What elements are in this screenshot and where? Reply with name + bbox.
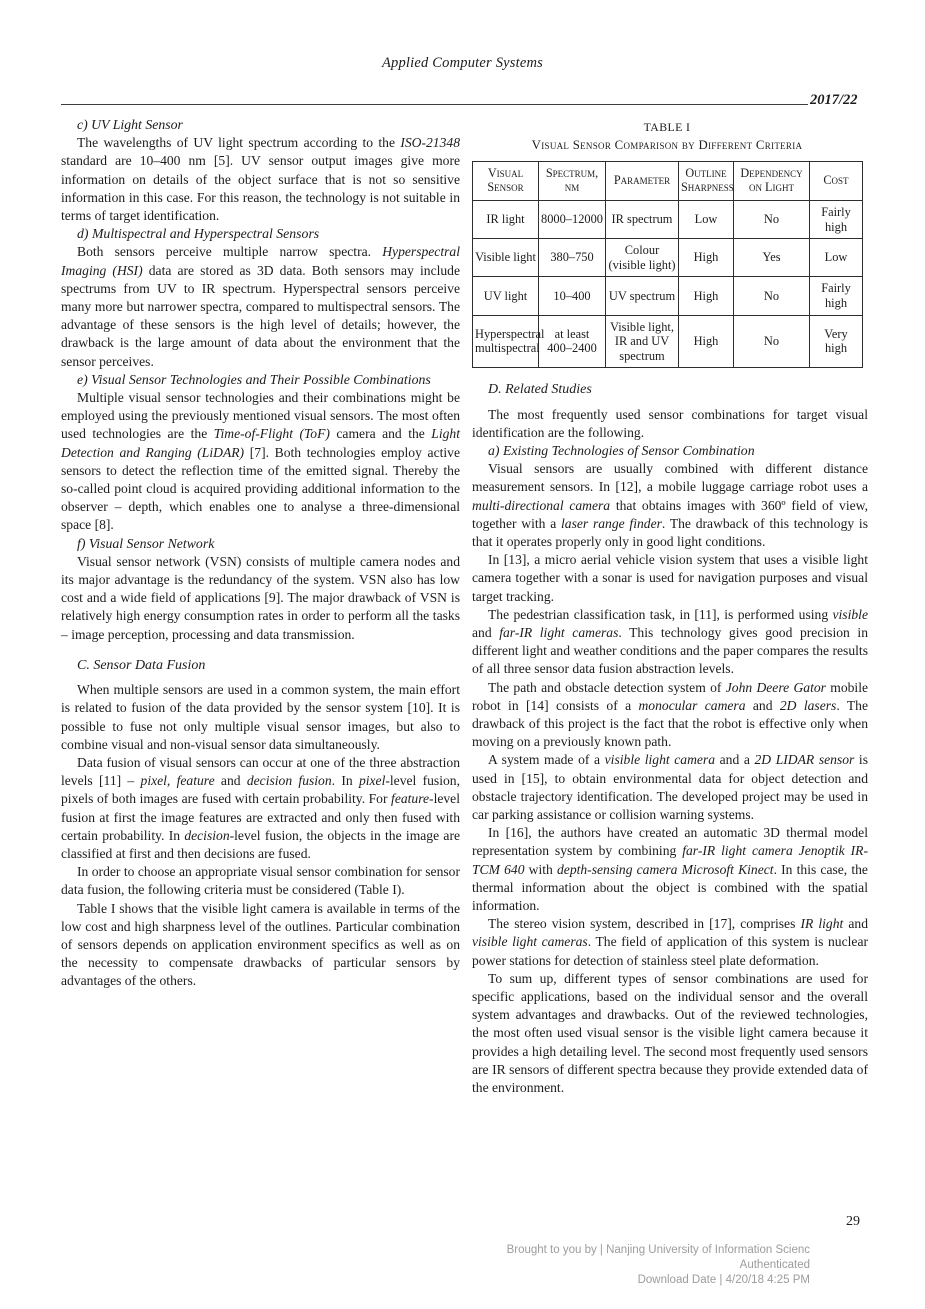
table-column-header: Visual Sensor (473, 162, 539, 201)
table-cell: High (679, 239, 734, 277)
paragraph: In [13], a micro aerial vehicle vision system that uses a visible light camera together with a sonar is used for navigation purposes and visual target tracking. (472, 552, 868, 604)
table-cell: Visible light (473, 239, 539, 277)
table-body (473, 201, 863, 368)
stamp-line: Brought to you by | Nanjing University of Information Scienc (506, 1244, 810, 1256)
provider-stamp (507, 1243, 810, 1288)
table-cell: 10–400 (539, 277, 606, 315)
page-number: 29 (846, 1214, 860, 1229)
table-cell: No (734, 201, 810, 239)
table-column-header: Dependency on Light (734, 162, 810, 201)
paragraph: When multiple sensors are used in a common system, the main effort is related to fusion of the data provided by the sensor system [10]. It is possible to fuse not only multiple visual sensor images, but also to combine visual and non-visual sensor data simultaneously. (61, 682, 460, 752)
paragraph: The pedestrian classification task, in [11], is performed using visible and far-IR light cameras. This technology gives good precision in different light and weather conditions and the paper compares the results of all three sensor data fusion abstraction levels. (472, 606, 868, 677)
table-cell: Fairly high (810, 201, 863, 239)
section-heading: c) UV Light Sensor (77, 117, 183, 132)
header-rule (61, 104, 808, 105)
table-row (473, 277, 863, 315)
table-cell: Visible light, IR and UV spectrum (606, 315, 679, 368)
table-cell: Fairly high (810, 277, 863, 315)
issue-label: 2017/22 (810, 92, 858, 108)
table-header-row (473, 162, 863, 201)
table-cell: Very high (810, 315, 863, 368)
table-row (473, 315, 863, 368)
table-cell: IR light (473, 201, 539, 239)
paragraph: Multiple visual sensor technologies and their combinations might be employed using the previously mentioned visual sensors. The most often used technologies are the Time-of-Flight (ToF) camera and the Light Detection and Ranging (LiDAR) [7]. Both technologies employ active sensors to detect the reflection time of the emitted signal. Thereby the so-called point cloud is acquired providing additional information to the observer – depth, which enables one to analyse a three-dimensional space [8]. (61, 390, 460, 533)
stamp-line: Download Date | 4/20/18 4:25 PM (637, 1274, 810, 1286)
table-cell: Yes (734, 239, 810, 277)
table-cell: Low (810, 239, 863, 277)
section-heading: D. Related Studies (488, 382, 592, 398)
paragraph: Table I shows that the visible light camera is available in terms of the low cost and high sharpness level of the outlines. Particular combination of sensors depends on application environment specifics as well as on the necessity to compensate drawbacks of particular sensors by advantages of the others. (61, 900, 460, 989)
table-cell: High (679, 277, 734, 315)
table-cell: No (734, 277, 810, 315)
paragraph: The stereo vision system, described in [17], comprises IR light and visible light cameras. The field of application of this system is nuclear power stations for detection of stainless steel plate deformation. (472, 916, 869, 968)
right-column-text (472, 381, 868, 1097)
paragraph: The path and obstacle detection system of John Deere Gator mobile robot in [14] consists of a monocular camera and 2D lasers. The drawback of this project is the fact that the robot is effective only when moving on a previously known path. (472, 679, 869, 750)
section-heading: f) Visual Sensor Network (77, 535, 215, 551)
paragraph: The most frequently used sensor combinations for target visual identification are the following. (472, 406, 868, 440)
table-subtitle: Visual Sensor Comparison by Different Criteria (531, 138, 803, 152)
paragraph: In [16], the authors have created an automatic 3D thermal model representation system by combining far-IR light camera Jenoptik IR-TCM 640 with depth-sensing camera Microsoft Kinect. In this case, the thermal information about the object is combined with the spatial information. (472, 825, 869, 914)
sensor-comparison-table (472, 161, 863, 368)
section-heading: C. Sensor Data Fusion (77, 657, 206, 673)
table-row (473, 201, 863, 239)
paragraph: Visual sensor network (VSN) consists of multiple camera nodes and its major advantage is the redundancy of the system. VSN also has low cost and a wide field of applications [9]. The major drawback of VSN is relatively high energy consumption rates in order to perform all the tasks – image perception, processing and data transmission. (61, 553, 460, 642)
stamp-line: Authenticated (739, 1259, 810, 1271)
table-cell: at least 400–2400 (539, 315, 606, 368)
table-cell: No (734, 315, 810, 368)
table-cell: Low (679, 201, 734, 239)
paragraph: Visual sensors are usually combined with different distance measurement sensors. In [12], a mobile luggage carriage robot uses a multi-directional camera that obtains images with 360º field of view, together with a laser range finder. The drawback of this technology is that it operates properly only in good light conditions. (472, 461, 868, 549)
journal-title: Applied Computer Systems (381, 55, 544, 71)
paragraph: A system made of a visible light camera and a 2D LIDAR sensor is used in [15], to obtain environmental data for object detection and obstacle trajectory identification. The developed project may be used in car parking assistance or collision warning systems. (472, 752, 868, 823)
table-column-header: Spectrum, nm (539, 162, 606, 201)
paragraph: Data fusion of visual sensors can occur at one of the three abstraction levels [11] – pixel, feature and decision fusion. In pixel-level fusion, pixels of both images are fused with certain probability. For feature-level fusion at first the image features are extracted and only then fused with certain probability. In decision-level fusion, the objects in the image are classified at first and then decisions are fused. (61, 754, 461, 861)
paragraph: Both sensors perceive multiple narrow spectra. Hyperspectral Imaging (HSI) data are stored as 3D data. Both sensors may include spectrums from UV to IR spectrum. Hyperspectral sensors perceive many more but narrower spectra, compared to multispectral sensors. The advantage of these sensors is the high level of details; however, the drawback is the large amount of data about the environment that the sensor perceives. (61, 244, 461, 369)
table-cell: UV spectrum (606, 277, 679, 315)
table-column-header: Outline Sharpness (679, 162, 734, 201)
table-cell: Hyperspectral multispectral (473, 315, 539, 368)
table-cell: 380–750 (539, 239, 606, 277)
table-cell: High (679, 315, 734, 368)
paragraph: In order to choose an appropriate visual sensor combination for sensor data fusion, the following criteria must be considered (Table I). (61, 864, 460, 898)
table-cell: 8000–12000 (539, 201, 606, 239)
right-column (472, 116, 868, 1097)
table-cell: IR spectrum (606, 201, 679, 239)
section-heading: d) Multispectral and Hyperspectral Sensors (77, 226, 320, 242)
left-column (61, 116, 460, 991)
table-row (473, 239, 863, 277)
table-caption: TABLE I (643, 120, 691, 134)
section-heading: e) Visual Sensor Technologies and Their Possible Combinations (77, 371, 431, 387)
table-cell: UV light (473, 277, 539, 315)
table-column-header: Parameter (606, 162, 679, 201)
table-column-header: Cost (810, 162, 863, 201)
paragraph: The wavelengths of UV light spectrum according to the ISO-21348 standard are 10–400 nm [5]. UV sensor output images give more information on details of the object surface that is not so sensitive information in this case. For this reason, the technology is not suitable in terms of target identification. (61, 135, 460, 224)
table-cell: Colour (visible light) (606, 239, 679, 277)
section-heading: a) Existing Technologies of Sensor Combination (488, 442, 755, 458)
paragraph: To sum up, different types of sensor combinations are used for specific applications, based on the individual sensor and the overall system advantages and drawbacks. Out of the reviewed technologies, the most often used visual sensor is the visible light camera because it provides a high detailing level. The second most frequently used sensors are IR sensors of different spectra because they provide extended data of the environment. (472, 970, 868, 1096)
